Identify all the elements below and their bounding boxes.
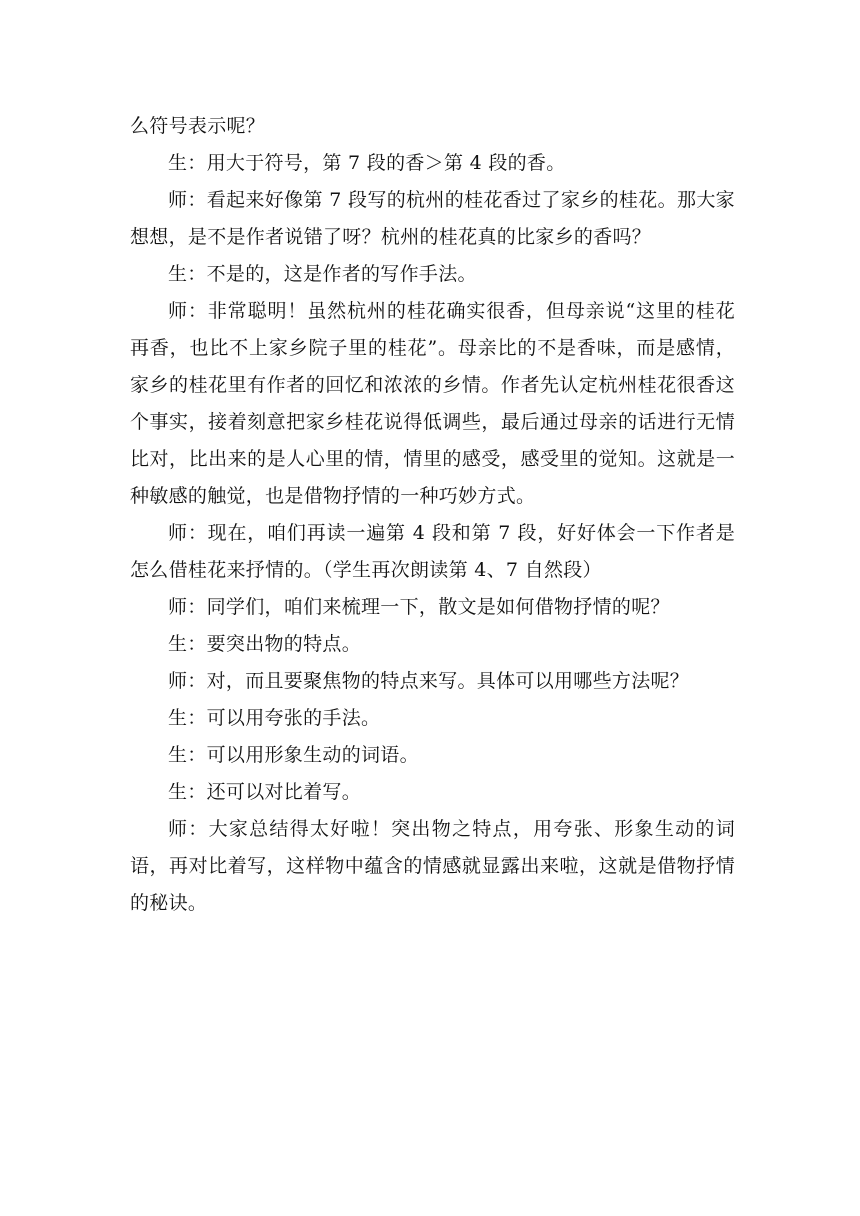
paragraph-teacher-1: 师：看起来好像第 7 段写的杭州的桂花香过了家乡的桂花。那大家想想，是不是作者说错了呀？杭州的桂花真的比家乡的香吗？ [130,189,735,248]
paragraph-student-6: 生：还可以对比着写。 [168,781,362,803]
document-body [130,108,735,922]
paragraph-teacher-6: 师：大家总结得太好啦！突出物之特点，用夸张、形象生动的词语，再对比着写，这样物中蕴含的情感就显露出来啦，这就是借物抒情的秘诀。 [130,818,735,914]
paragraph-student-2: 生：不是的，这是作者的写作手法。 [168,263,477,285]
paragraph-student-1: 生：用大于符号，第 7 段的香＞第 4 段的香。 [168,152,566,174]
paragraph-teacher-5: 师：对，而且要聚焦物的特点来写。具体可以用哪些方法呢？ [168,670,690,692]
paragraph-student-4: 生：可以用夸张的手法。 [168,707,381,729]
paragraph-student-5: 生：可以用形象生动的词语。 [168,744,419,766]
paragraph-continuation: 么符号表示呢？ [130,115,266,137]
paragraph-teacher-4: 师：同学们，咱们来梳理一下，散文是如何借物抒情的呢？ [168,596,670,618]
paragraph-student-3: 生：要突出物的特点。 [168,633,362,655]
paragraph-teacher-3: 师：现在，咱们再读一遍第 4 段和第 7 段，好好体会一下作者是怎么借桂花来抒情的。（学生再次朗读第 4、7 自然段） [130,522,735,581]
paragraph-teacher-2: 师：非常聪明！虽然杭州的桂花确实很香，但母亲说“这里的桂花再香，也比不上家乡院子里的桂花”。母亲比的不是香味，而是感情，家乡的桂花里有作者的回忆和浓浓的乡情。作者先认定杭州桂花很香这个事实，接着刻意把家乡桂花说得低调些，最后通过母亲的话进行无情比对，比出来的是人心里的情，情里的感受，感受里的觉知。这就是一种敏感的触觉，也是借物抒情的一种巧妙方式。 [130,300,735,507]
